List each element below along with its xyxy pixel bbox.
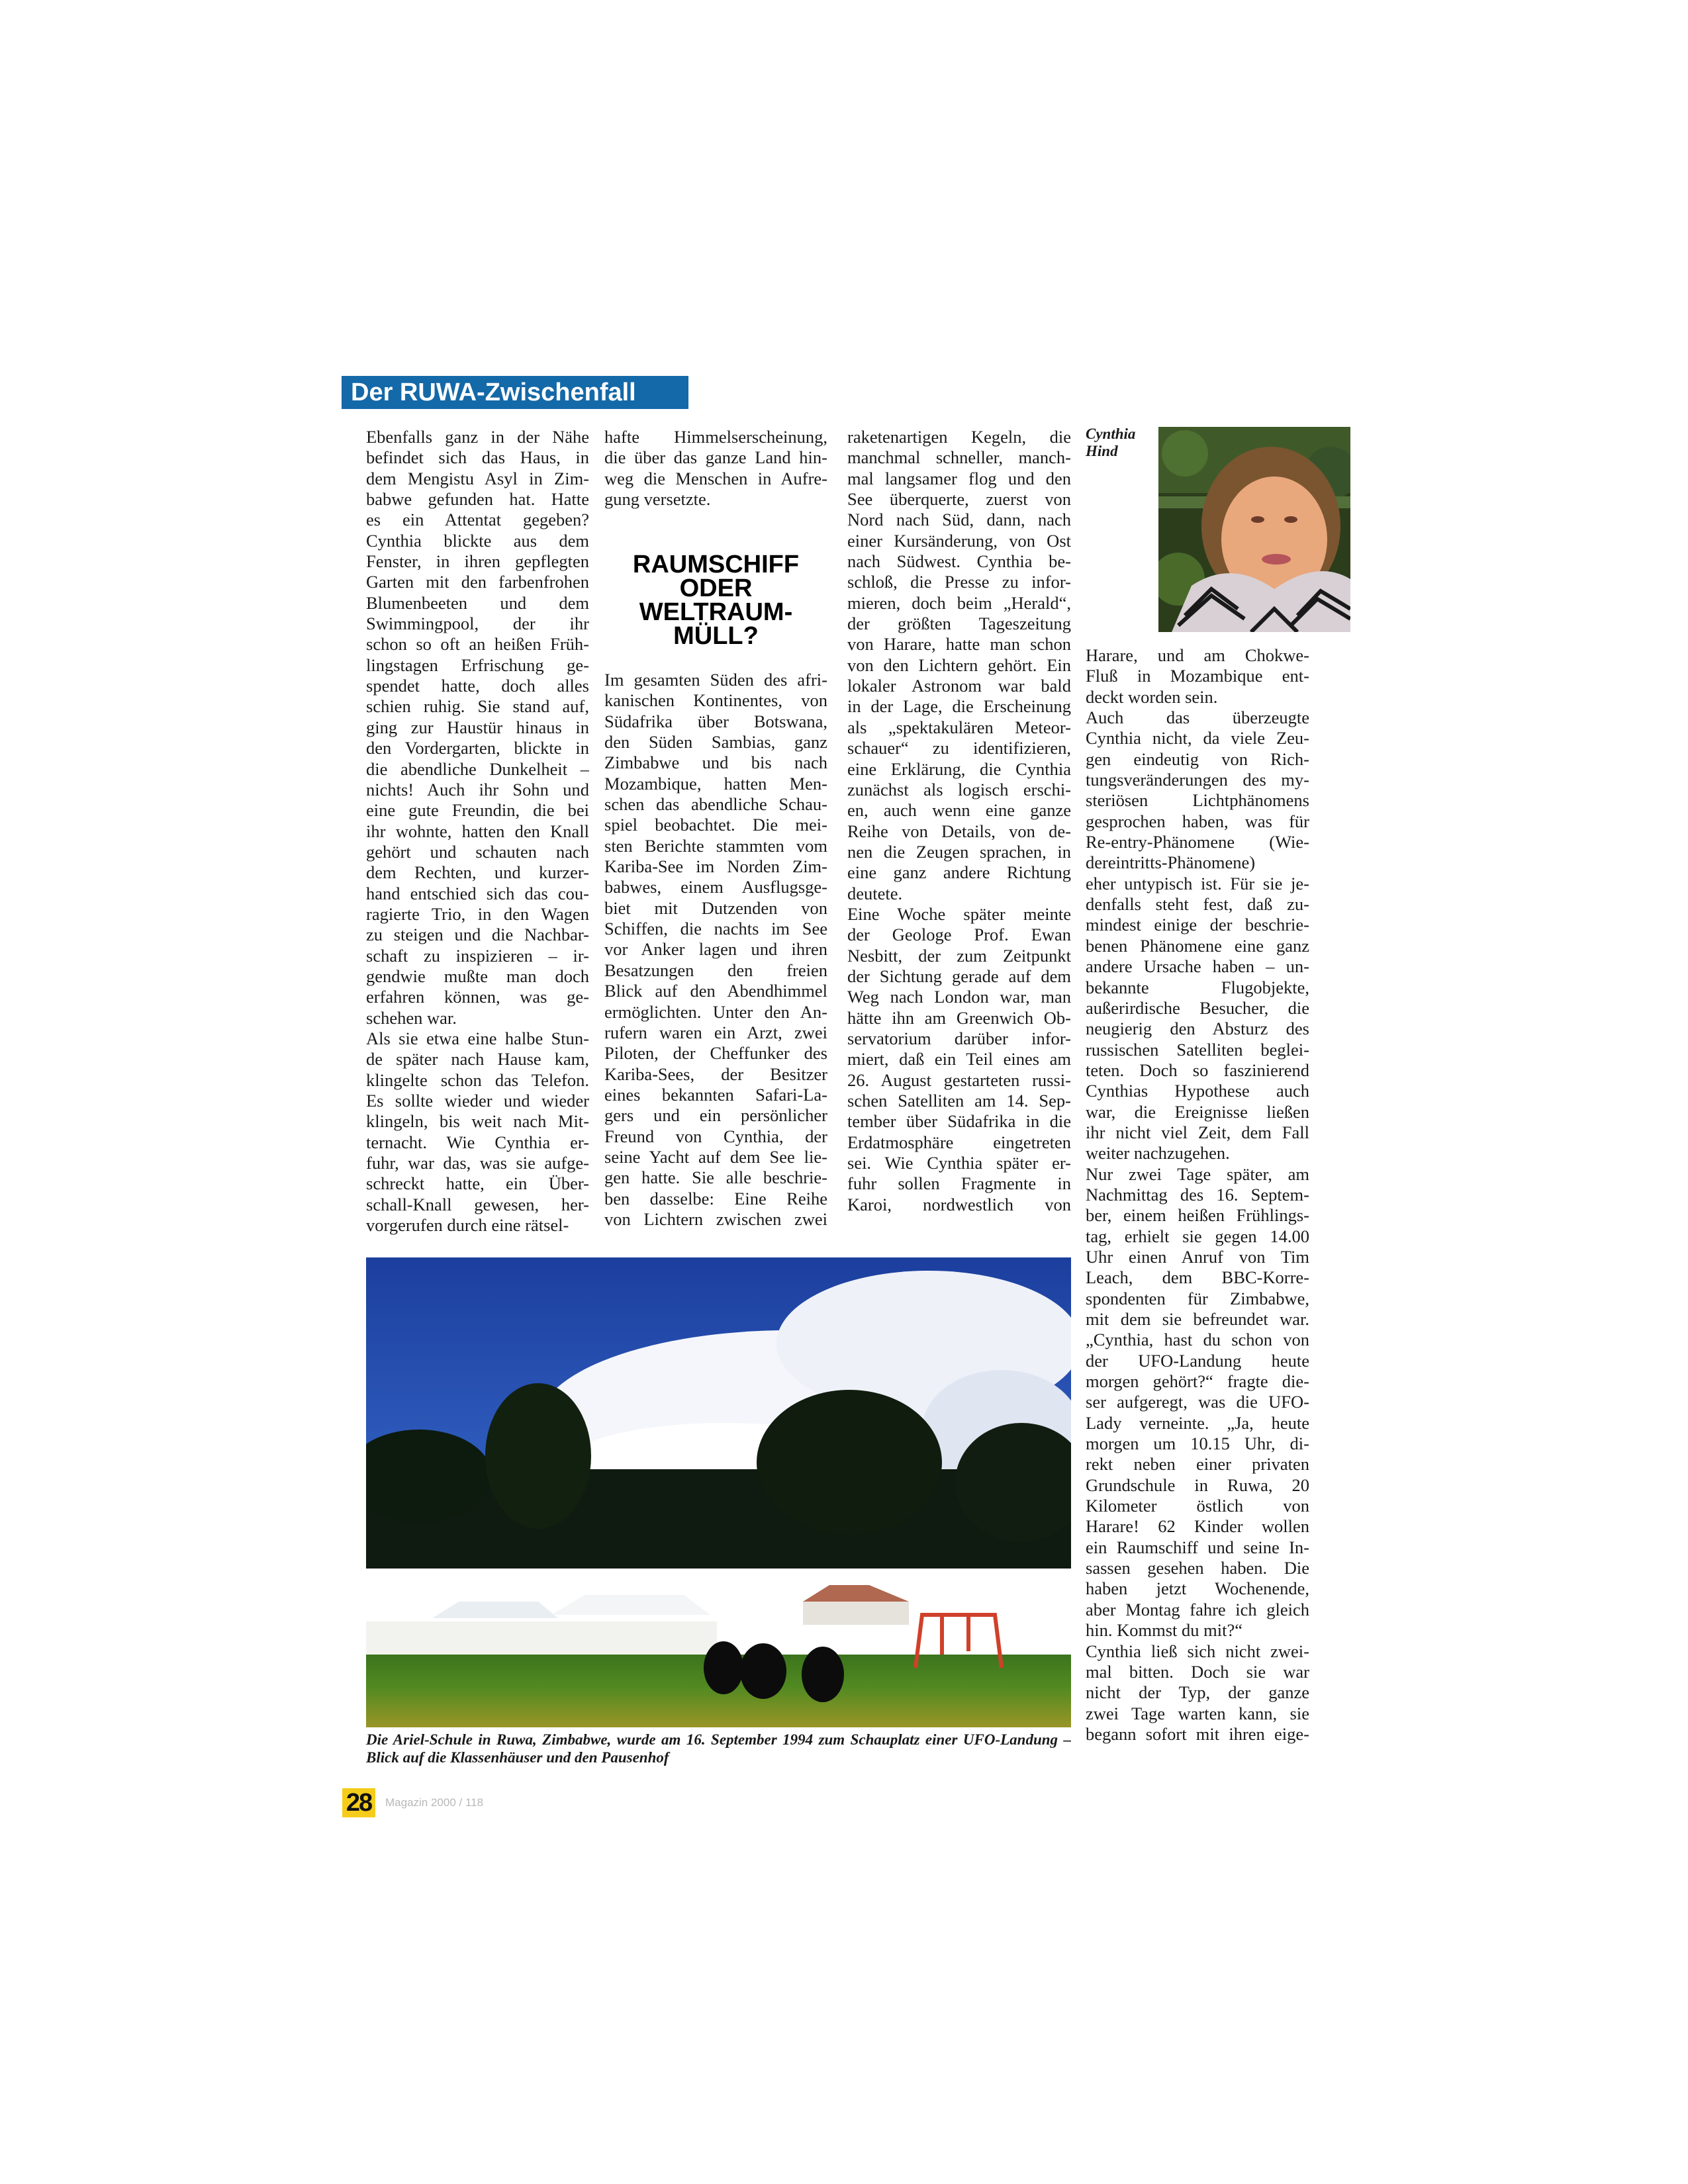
text-line: zwei Tage warten kann, sie: [1086, 1703, 1309, 1723]
text-line: schaft zu inspizieren – ir-: [366, 945, 589, 966]
text-line: Freund von Cynthia, der: [604, 1126, 827, 1146]
text-line: benen Phänomene eine ganz: [1086, 935, 1309, 956]
text-line: schehen war.: [366, 1007, 457, 1028]
text-line: fuhr, war das, was sie aufge-: [366, 1153, 589, 1173]
text-line: befindet sich das Haus, in: [366, 447, 589, 468]
text-line: en, auch wenn eine ganze: [847, 800, 1071, 821]
text-line: morgen um 10.15 Uhr, di-: [1086, 1433, 1309, 1454]
text-line: Auch das überzeugte: [1086, 707, 1309, 728]
text-line: Fluß in Mozambique ent-: [1086, 666, 1309, 686]
text-line: außerirdische Besucher, die: [1086, 997, 1309, 1018]
text-line: hätte ihn am Greenwich Ob-: [847, 1007, 1071, 1028]
text-line: mit dem sie befreundet war.: [1086, 1309, 1309, 1329]
magazine-issue: Magazin 2000 / 118: [385, 1796, 484, 1809]
text-line: ihr wohnte, hatten den Knall: [366, 821, 589, 841]
text-line: der größten Tageszeitung: [847, 614, 1071, 634]
text-line: Lady verneinte. „Ja, heute: [1086, 1412, 1309, 1433]
text-line: fuhr sollen Fragmente in: [847, 1173, 1071, 1194]
text-line: Nesbitt, der zum Zeitpunkt: [847, 945, 1071, 966]
text-line: von Lichtern zwischen zwei: [604, 1208, 827, 1229]
text-line: Ebenfalls ganz in der Nähe: [366, 427, 589, 447]
text-line: miert, daß ein Teil eines am: [847, 1049, 1071, 1069]
text-line: ber, einem heißen Frühlings-: [1086, 1205, 1309, 1226]
text-line: mal langsamer flog und den: [847, 468, 1071, 488]
text-line: spiel beobachtet. Die mei-: [604, 815, 827, 835]
school-image: [366, 1257, 1071, 1727]
text-line: Piloten, der Cheffunker des: [604, 1043, 827, 1064]
text-line: hand entschied sich das cou-: [366, 883, 589, 903]
text-line: sei. Wie Cynthia später er-: [847, 1153, 1071, 1173]
text-column-3: [847, 427, 1071, 1215]
text-line: mal bitten. Doch sie war: [1086, 1661, 1309, 1682]
text-line: ser aufgeregt, was die UFO-: [1086, 1392, 1309, 1412]
text-line: schloß, die Presse zu infor-: [847, 572, 1071, 592]
text-line: Kariba-See im Norden Zim-: [604, 856, 827, 877]
text-line: lokaler Astronom war bald: [847, 676, 1071, 696]
portrait-photo: [1158, 427, 1350, 632]
text-line: Weg nach London war, man: [847, 987, 1071, 1007]
subheading: [604, 553, 827, 648]
text-line: mindest einige der beschrie-: [1086, 915, 1309, 935]
text-line: tember über Südafrika in die: [847, 1111, 1071, 1132]
text-line: Schiffen, die nachts im See: [604, 919, 827, 939]
portrait-image: [1158, 427, 1350, 632]
text-line: einer Kursänderung, von Ost: [847, 530, 1071, 551]
text-line: von Harare, hatte man schon: [847, 634, 1071, 655]
text-line: dereintritts-Phänomene): [1086, 852, 1256, 873]
text-line: tungsveränderungen des my-: [1086, 770, 1309, 790]
text-line: gen hatte. Sie alle beschrie-: [604, 1167, 827, 1188]
text-line: schreckt hatte, ein Über-: [366, 1173, 589, 1194]
text-line: Erdatmosphäre eingetreten: [847, 1132, 1071, 1152]
text-line: schon so oft an heißen Früh-: [366, 634, 589, 655]
text-line: raketenartigen Kegeln, die: [847, 427, 1071, 447]
portrait-caption-last: Hind: [1086, 443, 1118, 459]
text-line: gers und ein persönlicher: [604, 1105, 827, 1126]
text-line: Leach, dem BBC-Korre-: [1086, 1267, 1309, 1288]
text-line: Besatzungen den freien: [604, 960, 827, 980]
text-line: der Geologe Prof. Ewan: [847, 925, 1071, 945]
text-line: Nur zwei Tage später, am: [1086, 1163, 1309, 1184]
text-line: hin. Kommst du mit?“: [1086, 1620, 1243, 1641]
text-line: nichts! Auch ihr Sohn und: [366, 779, 589, 799]
text-line: Reihe von Details, von de-: [847, 821, 1071, 841]
text-line: deckt worden sein.: [1086, 686, 1218, 707]
portrait-caption: [1086, 426, 1158, 460]
text-line: Blumenbeeten und dem: [366, 592, 589, 613]
text-line: dem Rechten, und kurzer-: [366, 862, 589, 883]
text-line: Uhr einen Anruf von Tim: [1086, 1246, 1309, 1267]
text-line: eine gute Freundin, die bei: [366, 800, 589, 821]
text-line: weiter nachzugehen.: [1086, 1143, 1230, 1163]
text-line: die abendliche Dunkelheit –: [366, 758, 589, 779]
text-line: schien ruhig. Sie stand auf,: [366, 696, 589, 717]
text-line: mieren, doch beim „Herald“,: [847, 592, 1071, 613]
text-line: Nachmittag des 16. Septem-: [1086, 1184, 1309, 1205]
text-line: servatorium darüber infor-: [847, 1028, 1071, 1048]
text-line: gendwie mußte man doch: [366, 966, 589, 986]
text-line: Grundschule in Ruwa, 20: [1086, 1475, 1309, 1495]
school-photo: [366, 1257, 1071, 1727]
text-line: die über das ganze Land hin-: [604, 447, 827, 468]
text-line: vorgerufen durch eine rätsel-: [366, 1215, 569, 1236]
text-line: Als sie etwa eine halbe Stun-: [366, 1028, 589, 1048]
text-line: babwes, einem Ausflugsge-: [604, 877, 827, 897]
text-line: Kariba-Sees, der Besitzer: [604, 1064, 827, 1084]
photo-caption: Die Ariel-Schule in Ruwa, Zimbabwe, wurde am 16. September 1994 zum Schauplatz einer UFO-Landung – Blick auf die Klassenhäuser und den Pausenhof: [366, 1731, 1071, 1766]
text-line: Eine Woche später meinte: [847, 903, 1071, 924]
text-line: Cynthia blickte aus dem: [366, 530, 589, 551]
text-line: schall-Knall gewesen, her-: [366, 1194, 589, 1214]
text-column-2-top: [604, 427, 827, 510]
text-line: dem Mengistu Asyl in Zim-: [366, 468, 589, 488]
text-line: schauer“ zu identifizieren,: [847, 738, 1071, 758]
text-line: babwe gefunden hat. Hatte: [366, 489, 589, 510]
text-line: ging zur Haustür hinaus in: [366, 717, 589, 737]
text-line: Cynthia nicht, da viele Zeu-: [1086, 728, 1309, 749]
text-line: „Cynthia, hast du schon von: [1086, 1330, 1309, 1350]
text-line: vor Anker lagen und ihren: [604, 939, 827, 960]
text-line: denfalls steht fest, daß zu-: [1086, 894, 1309, 915]
text-line: ragierte Trio, in den Wagen: [366, 903, 589, 924]
text-line: bekannte Flugobjekte,: [1086, 977, 1309, 997]
text-line: morgen gehört?“ fragte die-: [1086, 1371, 1309, 1392]
text-line: sassen gesehen haben. Die: [1086, 1558, 1309, 1578]
text-line: tag, erhielt sie gegen 14.00: [1086, 1226, 1309, 1246]
text-line: Karoi, nordwestlich von: [847, 1194, 1071, 1214]
text-line: Im gesamten Süden des afri-: [604, 670, 827, 690]
text-line: Harare, und am Chokwe-: [1086, 645, 1309, 665]
text-line: weg die Menschen in Aufre-: [604, 468, 827, 488]
text-line: begann sofort mit ihren eige-: [1086, 1723, 1309, 1744]
text-line: deutete.: [847, 883, 903, 903]
text-line: es ein Attentat gegeben?: [366, 510, 589, 530]
text-line: russischen Satelliten beglei-: [1086, 1039, 1309, 1060]
text-line: war, die Ereignisse ließen: [1086, 1101, 1309, 1122]
text-line: spendet hatte, doch alles: [366, 676, 589, 696]
text-line: neugierig den Absturz des: [1086, 1019, 1309, 1039]
text-line: seine Yacht auf dem See lie-: [604, 1146, 827, 1167]
text-line: aber Montag fahre ich gleich: [1086, 1599, 1309, 1619]
text-line: nach Südwest. Cynthia be-: [847, 551, 1071, 572]
text-line: ein Raumschiff und seine In-: [1086, 1537, 1309, 1557]
text-line: gung versetzte.: [604, 489, 711, 510]
text-line: ermöglichten. Unter den An-: [604, 1001, 827, 1022]
text-line: Südafrika über Botswana,: [604, 711, 827, 731]
text-line: rufern waren ein Arzt, zwei: [604, 1022, 827, 1042]
text-line: manchmal schneller, manch-: [847, 447, 1071, 468]
text-line: 26. August gestarteten russi-: [847, 1069, 1071, 1090]
text-line: sten Berichte stammten vom: [604, 835, 827, 856]
text-line: Blick auf den Abendhimmel: [604, 981, 827, 1001]
text-line: zu steigen und die Nachbar-: [366, 925, 589, 945]
subheading-line: WELTRAUM-: [639, 598, 793, 626]
text-line: klingeln, bis weit nach Mit-: [366, 1111, 589, 1132]
text-line: eher untypisch ist. Für sie je-: [1086, 873, 1309, 893]
text-line: de später nach Hause kam,: [366, 1049, 589, 1069]
text-line: den Vordergarten, blickte in: [366, 738, 589, 758]
text-line: eine ganz andere Richtung: [847, 862, 1071, 883]
text-line: der Sichtung gerade auf dem: [847, 966, 1071, 986]
text-line: zunächst als logisch erschi-: [847, 779, 1071, 799]
text-line: der UFO-Landung heute: [1086, 1350, 1309, 1371]
text-line: nicht der Typ, der ganze: [1086, 1682, 1309, 1703]
text-line: klingelte schon das Telefon.: [366, 1069, 589, 1090]
text-column-2: [604, 670, 827, 1230]
text-line: als „spektakulären Meteor-: [847, 717, 1071, 737]
section-title: Der RUWA-Zwischenfall: [351, 379, 636, 406]
text-line: Harare! 62 Kinder wollen: [1086, 1516, 1309, 1537]
text-line: andere Ursache haben – un-: [1086, 956, 1309, 977]
text-line: Mozambique, hatten Men-: [604, 773, 827, 794]
text-line: spondenten für Zimbabwe,: [1086, 1288, 1309, 1308]
text-line: nen die Zeugen sprachen, in: [847, 841, 1071, 862]
text-line: lingstagen Erfrischung ge-: [366, 655, 589, 675]
text-line: schen Satelliten am 14. Sep-: [847, 1091, 1071, 1111]
text-line: in der Lage, die Erscheinung: [847, 696, 1071, 717]
text-line: Fenster, in ihren gepflegten: [366, 551, 589, 572]
text-line: Zimbabwe und bis nach: [604, 752, 827, 773]
subheading-line: RAUMSCHIFF: [632, 551, 800, 578]
text-line: gen eindeutig von Rich-: [1086, 749, 1309, 769]
text-line: ihr nicht viel Zeit, dem Fall: [1086, 1122, 1309, 1142]
text-line: haben jetzt Wochenende,: [1086, 1578, 1309, 1599]
text-column-1: [366, 427, 589, 1236]
text-line: erfahren können, was ge-: [366, 987, 589, 1007]
text-line: den Süden Sambias, ganz: [604, 732, 827, 752]
text-line: schen das abendliche Schau-: [604, 794, 827, 815]
text-column-4: [1086, 645, 1309, 1745]
text-line: hafte Himmelserscheinung,: [604, 427, 827, 447]
text-line: ternacht. Wie Cynthia er-: [366, 1132, 589, 1152]
text-line: steriösen Lichtphänomens: [1086, 790, 1309, 811]
subheading-line: ODER: [679, 574, 753, 602]
subheading-line: MÜLL?: [673, 622, 759, 650]
text-line: Cynthias Hypothese auch: [1086, 1081, 1309, 1101]
text-line: Cynthia ließ sich nicht zwei-: [1086, 1641, 1309, 1661]
text-line: Es sollte wieder und wieder: [366, 1091, 589, 1111]
text-line: von den Lichtern gehört. Ein: [847, 655, 1071, 675]
text-line: eine Erklärung, die Cynthia: [847, 758, 1071, 779]
text-line: Garten mit den farbenfrohen: [366, 572, 589, 592]
portrait-caption-first: Cynthia: [1086, 426, 1136, 442]
text-line: gesprochen haben, was für: [1086, 811, 1309, 831]
text-line: teten. Doch so faszinierend: [1086, 1060, 1309, 1080]
text-line: eines bekannten Safari-La-: [604, 1084, 827, 1105]
text-line: rekt neben einer privaten: [1086, 1454, 1309, 1475]
text-line: Kilometer östlich von: [1086, 1496, 1309, 1516]
text-line: Swimmingpool, der ihr: [366, 614, 589, 634]
text-line: biet mit Dutzenden von: [604, 897, 827, 918]
text-line: See überquerte, zuerst von: [847, 489, 1071, 510]
text-line: Re-entry-Phänomene (Wie-: [1086, 832, 1309, 852]
text-line: gehört und schauten nach: [366, 841, 589, 862]
section-header: [342, 376, 688, 409]
text-line: Nord nach Süd, dann, nach: [847, 510, 1071, 530]
page-number: 28: [342, 1788, 375, 1817]
text-line: ben dasselbe: Eine Reihe: [604, 1188, 827, 1208]
text-line: kanischen Kontinentes, von: [604, 690, 827, 711]
